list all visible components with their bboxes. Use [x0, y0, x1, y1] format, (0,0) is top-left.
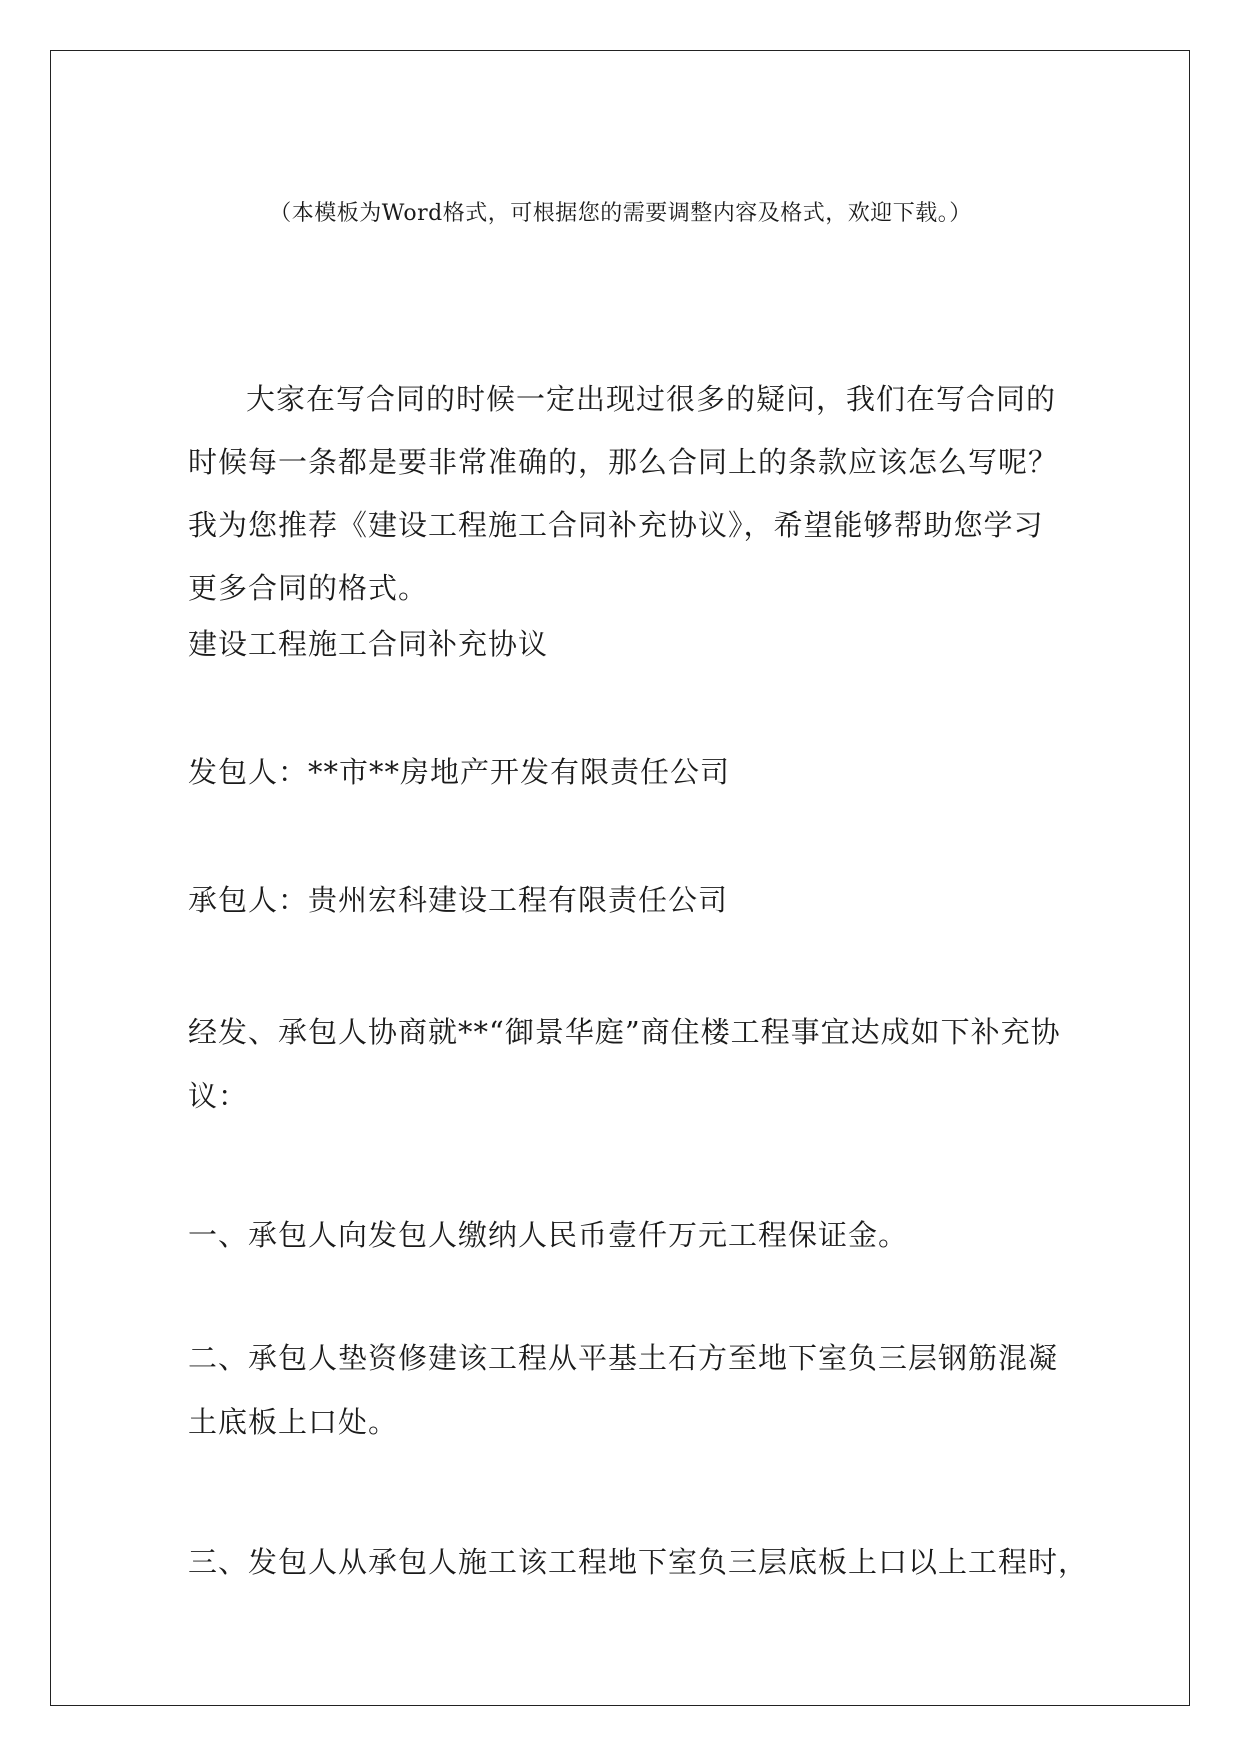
clause-3: 三、发包人从承包人施工该工程地下室负三层底板上口以上工程时，: [188, 1545, 1089, 1579]
document-title: 建设工程施工合同补充协议: [188, 627, 549, 661]
clause-2: 二、承包人垫资修建该工程从平基土石方至地下室负三层钢筋混凝土底板上口处。: [188, 1341, 1059, 1439]
contractor-line: 承包人：贵州宏科建设工程有限责任公司: [188, 883, 729, 917]
preamble-paragraph: 经发、承包人协商就**“御景华庭”商住楼工程事宜达成如下补充协议：: [188, 1015, 1061, 1113]
clause-1: 一、承包人向发包人缴纳人民币壹仟万元工程保证金。: [188, 1218, 909, 1252]
template-note: （本模板为Word格式，可根据您的需要调整内容及格式，欢迎下载。）: [269, 201, 972, 226]
employer-line: 发包人：**市**房地产开发有限责任公司: [188, 755, 731, 789]
intro-paragraph: 大家在写合同的时候一定出现过很多的疑问，我们在写合同的时候每一条都是要非常准确的，那么合同上的条款应该怎么写呢？我为您推荐《建设工程施工合同补充协议》，希望能够帮助您学习更多合同的格式。: [188, 382, 1059, 605]
